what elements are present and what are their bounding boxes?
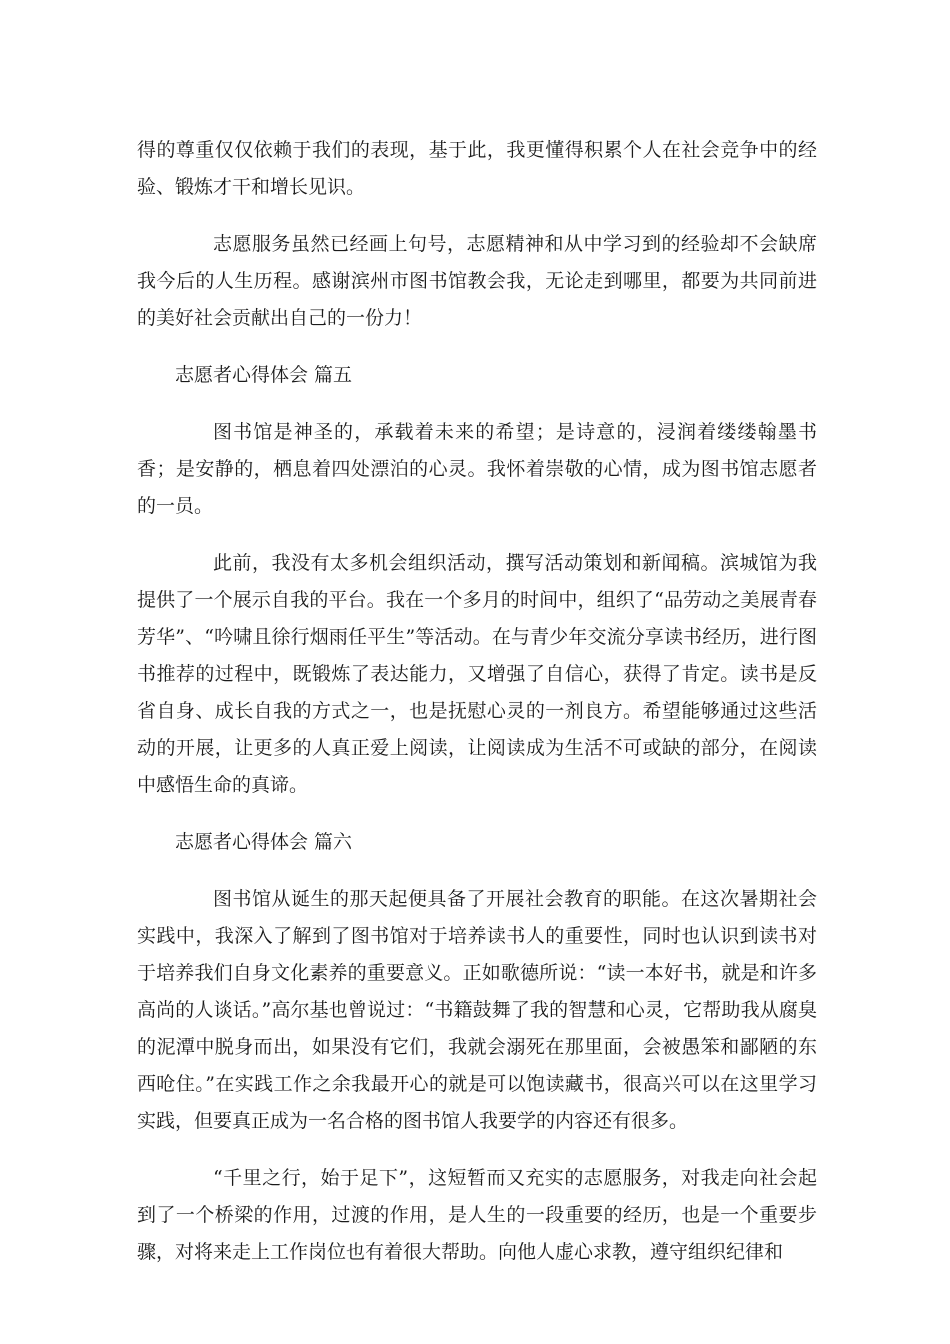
conclusion-paragraph: 志愿服务虽然已经画上句号，志愿精神和从中学习到的经验却不会缺席我今后的人生历程。感谢滨州市图书馆教会我，无论走到哪里，都要为共同前进的美好社会贡献出自己的一份力！: [137, 233, 817, 329]
section-5-heading: 志愿者心得体会 篇五: [175, 364, 353, 386]
section-5-paragraph-2: 此前，我没有太多机会组织活动，撰写活动策划和新闻稿。滨城馆为我提供了一个展示自我的平台。我在一个多月的时间中，组织了“品劳动之美展青春芳华”、“吟啸且徐行烟雨任平生”等活动。在与青少年交流分享读书经历，进行图书推荐的过程中，既锻炼了表达能力，又增强了自信心，获得了肯定。读书是反省自身、成长自我的方式之一，也是抚慰心灵的一剂良方。希望能够通过这些活动的开展，让更多的人真正爱上阅读，让阅读成为生活不可或缺的部分，在阅读中感悟生命的真谛。: [137, 552, 817, 796]
section-6-paragraph-1: 图书馆从诞生的那天起便具备了开展社会教育的职能。在这次暑期社会实践中，我深入了解到了图书馆对于培养读书人的重要性，同时也认识到读书对于培养我们自身文化素养的重要意义。正如歌德所说：“读一本好书，就是和许多高尚的人谈话。”高尔基也曾说过：“书籍鼓舞了我的智慧和心灵，它帮助我从腐臭的泥潭中脱身而出，如果没有它们，我就会溺死在那里面，会被愚笨和鄙陋的东西呛住。”在实践工作之余我最开心的就是可以饱读藏书，很高兴可以在这里学习实践，但要真正成为一名合格的图书馆人我要学的内容还有很多。: [137, 888, 817, 1132]
section-5-paragraph-1: 图书馆是神圣的，承载着未来的希望；是诗意的，浸润着缕缕翰墨书香；是安静的，栖息着四处漂泊的心灵。我怀着崇敬的心情，成为图书馆志愿者的一员。: [137, 421, 817, 517]
document-body: [137, 132, 817, 1291]
section-6-paragraph-2: “千里之行，始于足下”，这短暂而又充实的志愿服务，对我走向社会起到了一个桥梁的作用，过渡的作用，是人生的一段重要的经历，也是一个重要步骤，对将来走上工作岗位也有着很大帮助。向他人虚心求教，遵守组织纪律和: [137, 1167, 817, 1263]
intro-paragraph: 得的尊重仅仅依赖于我们的表现，基于此，我更懂得积累个人在社会竞争中的经验、锻炼才干和增长见识。: [137, 139, 817, 198]
section-6-heading: 志愿者心得体会 篇六: [175, 831, 353, 853]
